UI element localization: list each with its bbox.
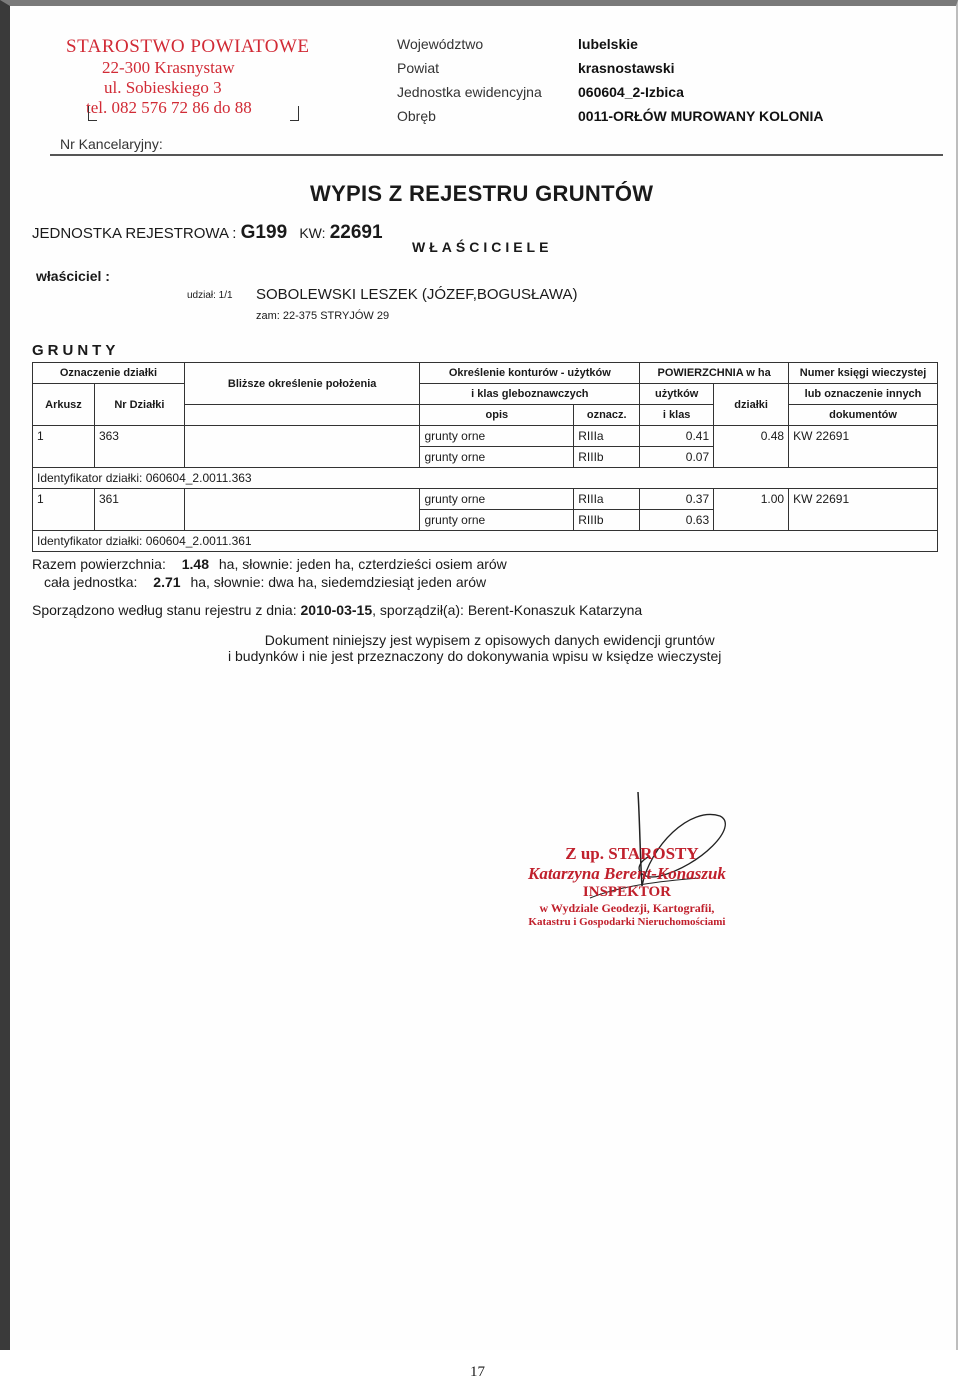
kw-cell: KW 22691 — [789, 489, 938, 531]
opis-cell: grunty orne — [420, 426, 574, 447]
header-row-1 — [33, 363, 938, 384]
nr-dzialki-cell: 361 — [94, 489, 184, 531]
table-row — [33, 426, 938, 447]
oznacz-cell: RIIIb — [574, 447, 640, 468]
note — [228, 632, 721, 664]
wojewodztwo-label: Województwo — [397, 36, 484, 52]
page-number: 17 — [470, 1364, 485, 1380]
sporzadzono-line — [32, 602, 642, 618]
header-row-2 — [33, 384, 938, 405]
identyfikator-cell: Identyfikator działki: 060604_2.0011.361 — [33, 531, 938, 552]
uzytkow-header: użytków — [640, 384, 714, 405]
note-line-1: Dokument niniejszy jest wypisem z opisowych danych ewidencji gruntów — [264, 632, 715, 648]
arkusz-cell: 1 — [33, 426, 95, 468]
identyfikator-row — [33, 531, 938, 552]
stamp-line-2: 22-300 Krasnystaw — [102, 58, 235, 77]
numer-header-1: Numer księgi wieczystej — [789, 363, 938, 384]
cala-label: cała jednostka: — [44, 574, 138, 590]
table-row — [33, 489, 938, 510]
i-klas-header: i klas — [640, 405, 714, 426]
area-cell: 0.07 — [640, 447, 714, 468]
owner-label: właściciel : — [36, 268, 110, 284]
stamp-line-3: ul. Sobieskiego 3 — [104, 78, 222, 97]
arkusz-header: Arkusz — [33, 384, 95, 426]
sig-line-3: INSPEKTOR — [582, 884, 671, 900]
sporzadzono-prefix: Sporządzono według stanu rejestru z dnia: — [32, 602, 297, 618]
cala-line — [44, 574, 486, 590]
cala-value: 2.71 — [153, 574, 181, 590]
jednostka-label: JEDNOSTKA REJESTROWA : — [32, 225, 237, 242]
kw-cell: KW 22691 — [789, 426, 938, 468]
nr-kancelaryjny-label: Nr Kancelaryjny: — [60, 136, 163, 152]
arkusz-cell: 1 — [33, 489, 95, 531]
dzialki-area-cell: 1.00 — [714, 489, 789, 531]
oznacz-cell: RIIIa — [574, 489, 640, 510]
jednostka-ewidencyjna-label: Jednostka ewidencyjna — [397, 84, 542, 100]
razem-words: ha, słownie: jeden ha, czterdzieści osiem arów — [218, 556, 507, 572]
opis-header: opis — [420, 405, 574, 426]
owner-name: SOBOLEWSKI LESZEK (JÓZEF,BOGUSŁAWA) — [256, 286, 578, 303]
obreb-label: Obręb — [397, 108, 436, 124]
wlasciciele-heading: WŁAŚCICIELE — [412, 239, 553, 255]
nr-dzialki-header: Nr Działki — [94, 384, 184, 426]
sporzadzono-suffix: , sporządził(a): Berent-Konaszuk Katarzyna — [372, 602, 643, 618]
powierzchnia-header: POWIERZCHNIA w ha — [640, 363, 789, 384]
office-stamp — [66, 36, 310, 118]
kw-value: 22691 — [329, 222, 383, 243]
kw-label: KW: — [299, 225, 326, 241]
oznacz-cell: RIIIa — [574, 426, 640, 447]
sig-line-2: Katarzyna Berent-Konaszuk — [528, 864, 726, 883]
grunty-heading: GRUNTY — [32, 342, 120, 359]
cala-words: ha, słownie: dwa ha, siedemdziesiąt jeden arów — [190, 574, 487, 590]
opis-cell: grunty orne — [420, 447, 574, 468]
okreslenie-header-1: Określenie konturów - użytków — [420, 363, 640, 384]
grunty-table — [32, 362, 938, 552]
dzialki-header: działki — [714, 384, 789, 426]
razem-label: Razem powierzchnia: — [32, 556, 166, 572]
area-cell: 0.63 — [640, 510, 714, 531]
sig-line-4: w Wydziale Geodezji, Kartografii, — [539, 901, 715, 915]
wojewodztwo-value: lubelskie — [578, 36, 638, 52]
razem-line — [32, 556, 507, 572]
owner-share: udział: 1/1 — [187, 290, 233, 301]
sig-line-1: Z up. STAROSTY — [565, 844, 699, 863]
signature-stamp — [528, 844, 726, 928]
sig-line-5: Katastru i Gospodarki Nieruchomościami — [528, 916, 726, 928]
jednostka-rejestrowa — [32, 222, 383, 244]
oznaczenie-header: Oznaczenie działki — [33, 363, 185, 384]
blizsze-header-empty — [184, 405, 420, 426]
blizsze-cell — [184, 426, 420, 468]
owner-address: zam: 22-375 STRYJÓW 29 — [256, 310, 390, 322]
dzialki-area-cell: 0.48 — [714, 426, 789, 468]
identyfikator-row — [33, 468, 938, 489]
opis-cell: grunty orne — [420, 510, 574, 531]
blizsze-cell — [184, 489, 420, 531]
jednostka-value: G199 — [240, 222, 288, 243]
blizsze-header: Bliższe określenie położenia — [184, 363, 420, 405]
header-divider — [50, 154, 943, 156]
okreslenie-header-2: i klas gleboznawczych — [420, 384, 640, 405]
nr-dzialki-cell: 363 — [94, 426, 184, 468]
oznacz-cell: RIIIb — [574, 510, 640, 531]
numer-header-2: lub oznaczenie innych — [789, 384, 938, 405]
powiat-label: Powiat — [397, 60, 440, 76]
document-title: WYPIS Z REJESTRU GRUNTÓW — [310, 181, 654, 206]
corner-mark-left — [88, 106, 97, 121]
jednostka-ewidencyjna-value: 060604_2-Izbica — [578, 84, 684, 100]
powiat-value: krasnostawski — [578, 60, 675, 76]
identyfikator-cell: Identyfikator działki: 060604_2.0011.363 — [33, 468, 938, 489]
obreb-value: 0011-ORŁÓW MUROWANY KOLONIA — [578, 108, 824, 124]
stamp-line-4: tel. 082 576 72 86 do 88 — [86, 98, 252, 117]
stamp-line-1: STAROSTWO POWIATOWE — [66, 36, 310, 57]
numer-header-3: dokumentów — [789, 405, 938, 426]
corner-mark-right — [290, 106, 299, 121]
oznacz-header: oznacz. — [574, 405, 640, 426]
opis-cell: grunty orne — [420, 489, 574, 510]
note-line-2: i budynków i nie jest przeznaczony do dokonywania wpisu w księdze wieczystej — [228, 648, 722, 664]
sporzadzono-date: 2010-03-15 — [300, 602, 373, 618]
area-cell: 0.41 — [640, 426, 714, 447]
razem-value: 1.48 — [181, 556, 209, 572]
area-cell: 0.37 — [640, 489, 714, 510]
